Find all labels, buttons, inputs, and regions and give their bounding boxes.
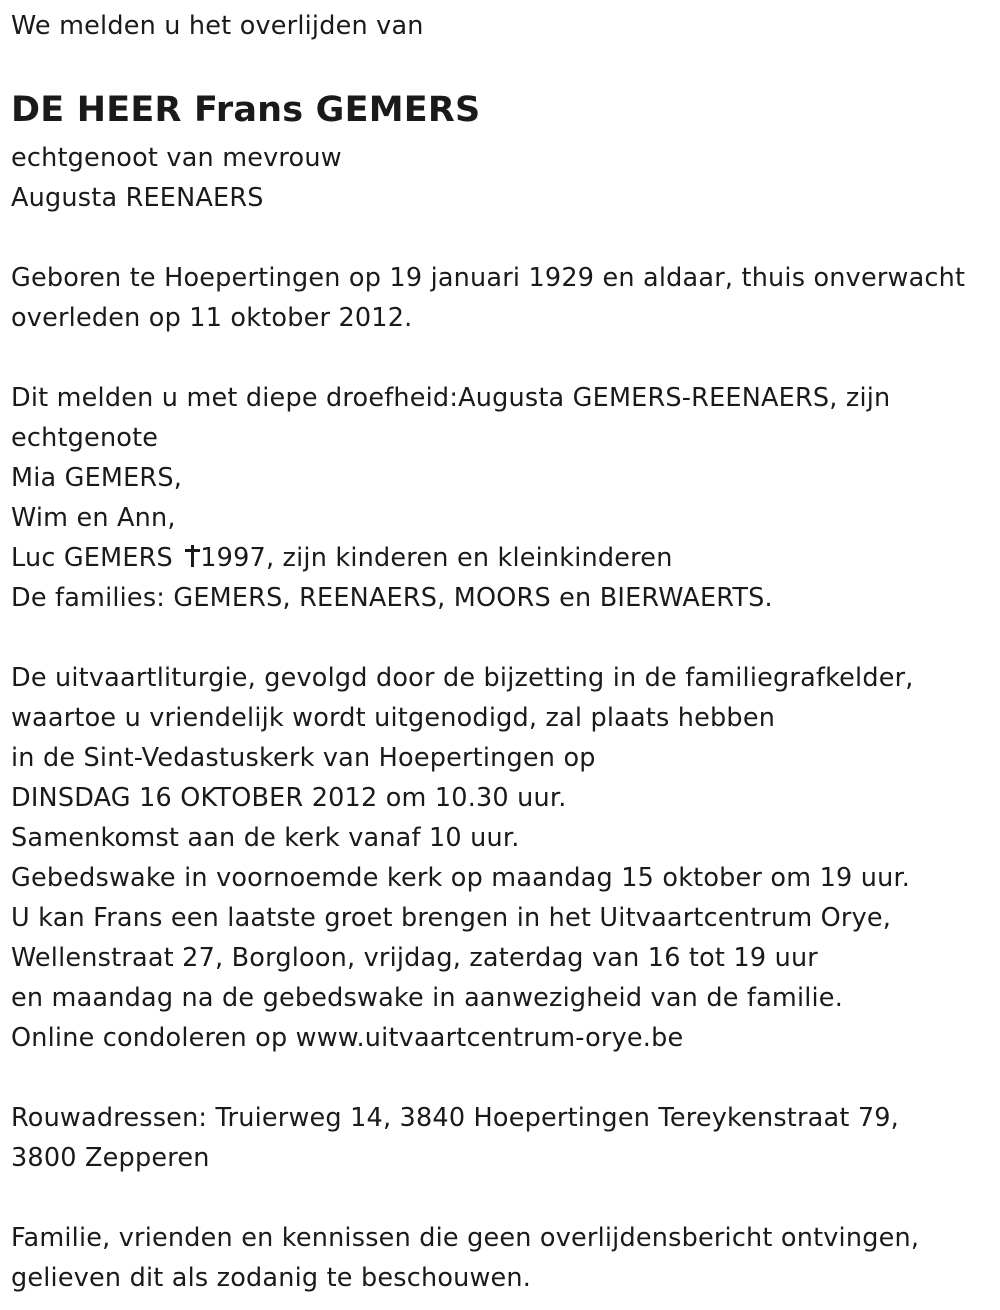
ceremony-line: in de Sint-Vedastuskerk van Hoepertingen op <box>11 743 596 773</box>
family-line-deceased-son <box>11 538 996 578</box>
spacer <box>11 338 996 378</box>
ceremony-line: waartoe u vriendelijk wordt uitgenodigd, zal plaats hebben <box>11 703 776 733</box>
condolence-website-line: Online condoleren op www.uitvaartcentrum-orye.be <box>11 1023 684 1053</box>
ceremony-line: De uitvaartliturgie, gevolgd door de bijzetting in de familiegrafkelder, <box>11 663 914 693</box>
address-line: 3800 Zepperen <box>11 1143 210 1173</box>
ceremony-block <box>11 658 996 1058</box>
birth-death-block <box>11 258 996 338</box>
family-line: De families: GEMERS, REENAERS, MOORS en BIERWAERTS. <box>11 583 773 613</box>
spouse-line: Augusta REENAERS <box>11 183 264 213</box>
spacer <box>11 618 996 658</box>
intro-text: We melden u het overlijden van <box>11 11 424 41</box>
ceremony-line: Wellenstraat 27, Borgloon, vrijdag, zaterdag van 16 tot 19 uur <box>11 943 818 973</box>
address-line: Rouwadressen: Truierweg 14, 3840 Hoepertingen Tereykenstraat 79, <box>11 1103 899 1133</box>
closing-line: Familie, vrienden en kennissen die geen overlijdensbericht ontvingen, <box>11 1223 920 1253</box>
ceremony-line: DINSDAG 16 OKTOBER 2012 om 10.30 uur. <box>11 783 567 813</box>
ceremony-line: en maandag na de gebedswake in aanwezigheid van de familie. <box>11 983 843 1013</box>
spacer <box>11 1058 996 1098</box>
birth-death-line: Geboren te Hoepertingen op 19 januari 1929 en aldaar, thuis onverwacht <box>11 263 966 293</box>
family-line: Dit melden u met diepe droefheid:Augusta GEMERS-REENAERS, zijn <box>11 383 891 413</box>
family-block <box>11 378 996 618</box>
family-line-part: 1997, zijn kinderen en kleinkinderen <box>200 543 673 573</box>
deceased-name: DE HEER Frans GEMERS <box>11 90 481 130</box>
spacer <box>11 218 996 258</box>
spouse-block <box>11 138 996 218</box>
family-line: Mia GEMERS, <box>11 463 183 493</box>
ceremony-line: U kan Frans een laatste groet brengen in het Uitvaartcentrum Orye, <box>11 903 892 933</box>
birth-death-line: overleden op 11 oktober 2012. <box>11 303 413 333</box>
family-line-part: Luc GEMERS <box>11 543 182 573</box>
cross-icon <box>185 545 199 567</box>
address-block <box>11 1098 996 1178</box>
family-line: Wim en Ann, <box>11 503 176 533</box>
family-line: echtgenote <box>11 423 159 453</box>
closing-line: gelieven dit als zodanig te beschouwen. <box>11 1263 532 1293</box>
ceremony-line: Samenkomst aan de kerk vanaf 10 uur. <box>11 823 520 853</box>
closing-block <box>11 1218 996 1298</box>
ceremony-line: Gebedswake in voornoemde kerk op maandag 15 oktober om 19 uur. <box>11 863 911 893</box>
obituary-notice <box>11 0 996 1298</box>
spacer <box>11 1178 996 1218</box>
spouse-line: echtgenoot van mevrouw <box>11 143 342 173</box>
